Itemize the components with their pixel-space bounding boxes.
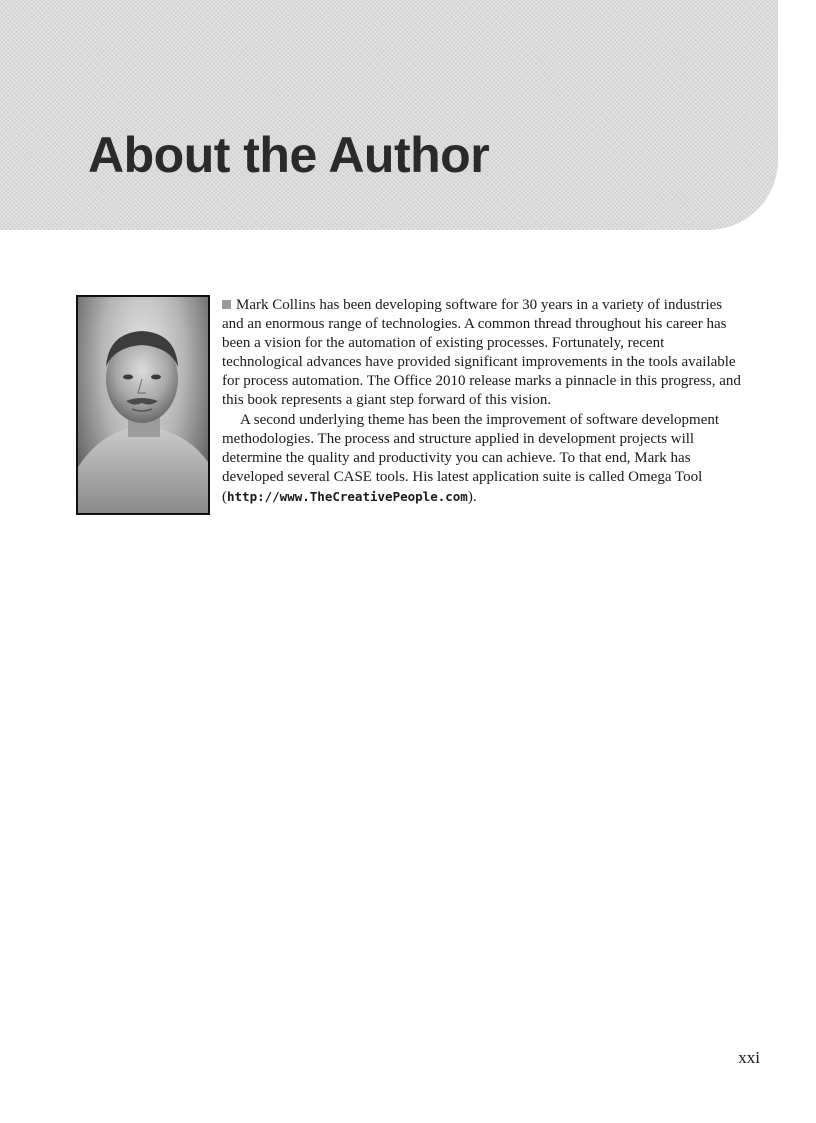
bio-paragraph-1-text: Mark Collins has been developing software for 30 years in a variety of industries and an enormous range of technologies. A common thread throughout his career has been a vision for the automation of existing processes. Fortunately, recent technological advances have provided significant improvements in the tools available for process automation. The Office 2010 release marks a pinnacle in this progress, and this book represents a giant step forward of this vision.	[222, 297, 741, 409]
chapter-title: About the Author	[88, 127, 490, 183]
website-url: http://www.TheCreativePeople.com	[227, 488, 468, 504]
bio-paragraph-2-text: A second underlying theme has been the improvement of software development methodologies. The process and structure applied in development projects will determine the quality and productivity you can achieve. To that end, Mark has developed several CASE tools. His latest application suite is called Omega Tool (	[222, 411, 720, 505]
bio-paragraph-1	[222, 296, 742, 411]
author-bio	[222, 296, 742, 507]
chapter-header-band	[0, 0, 778, 230]
bio-paragraph-2	[222, 411, 742, 507]
author-photo	[76, 295, 210, 515]
bio-paragraph-2-end: ).	[467, 488, 477, 505]
section-bullet-icon	[222, 300, 231, 309]
page-number: xxi	[738, 1048, 760, 1067]
